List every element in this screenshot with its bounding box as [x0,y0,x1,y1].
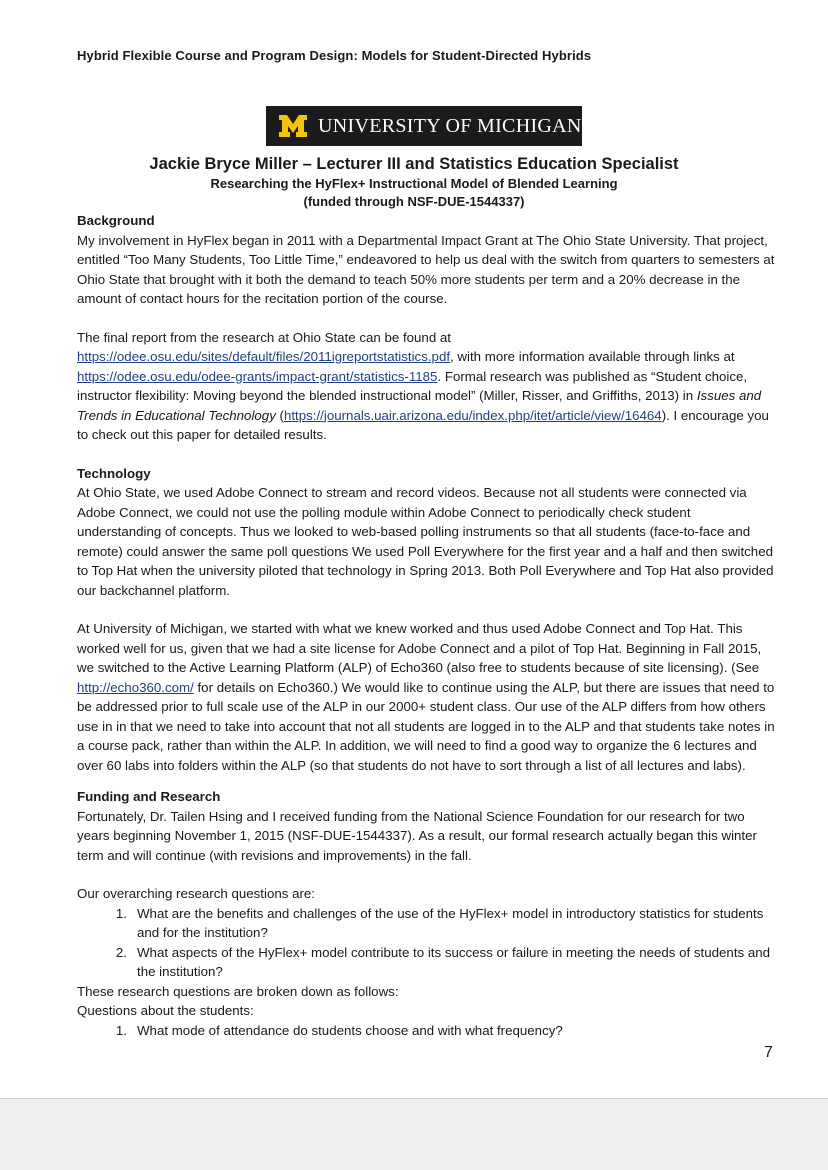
viewer-bottom-band [0,1098,828,1170]
funding-subtitle: (funded through NSF-DUE-1544337) [303,194,525,209]
technology-paragraph-2: At University of Michigan, we started with what we knew worked and thus used Adobe Connect and Top Hat. This worked well for us, given that we had a site license for Adobe Connect and a pilot of Top Hat. Beginning in Fall 2015, we switched to the Active Learning Platform (ALP) of Echo360 (also free to students because of site licensing). (See http://echo360.com/ for details on Echo360.) We would like to continue using the ALP, but there are issues that need to be addressed prior to full scale use of the ALP in our 2000+ student class. Our use of the ALP differs from how others use in in that we need to take into account that not all students are logged in to the ALP and that students take notes in a course pack, rather than within the ALP. In addition, we will need to find a good way to organize the 6 lectures and over 60 labs into folders within the ALP (so that students do not have to sort through a list of all lectures and labs). [77,621,775,773]
background-heading: Background [77,213,155,228]
echo360-link[interactable]: http://echo360.com/ [77,679,194,695]
running-header: Hybrid Flexible Course and Program Design: Models for Student-Directed Hybrids [77,48,592,63]
breakdown-text: These research questions are broken down as follows: [77,983,399,999]
ohio-state-report-link[interactable]: https://odee.osu.edu/sites/default/files/2011igreportstatistics.pdf [77,349,451,364]
journal-article-link[interactable]: https://journals.uair.arizona.edu/index.php/itet/article/view/16464 [283,407,662,423]
technology-paragraph-1: At Ohio State, we used Adobe Connect to stream and record videos. Because not all students were connected via Adobe Connect, we could not use the polling module within Adobe Connect to periodically check student understanding of concepts. Thus we looked to web-based polling instruments so that all students (face-to-face and remote) could answer the same poll questions We used Poll Everywhere for the first year and a half and then switched to Top Hat when the university piloted that technology in Spring 2013. Both Poll Everywhere and Top Hat also provided our backchannel platform. [77,485,774,598]
document-subtitle: Researching the HyFlex+ Instructional Model of Blended Learning [210,176,618,191]
university-logo [266,106,582,146]
body-text [77,211,777,1040]
research-questions-list [77,904,777,982]
technology-heading: Technology [77,465,151,481]
funding-heading: Funding and Research [77,789,221,804]
background-paragraph-2: The final report from the research at Ohio State can be found at https://odee.osu.edu/sites/default/files/2011igreportstatistics.pdf, with more information available through links at https://odee.osu.edu/odee-grants/impact-grant/statistics-1185. Formal research was published as “Student choice, instructor flexibility: Moving beyond the blended instructional model” (Miller, Risser, and Griffiths, 2013) in Issues and Trends in Educational Technology (https://journals.uair.arizona.edu/index.php/itet/article/view/16464). I encourage you to check out this paper for detailed results. [77,329,769,442]
title-block [0,153,828,211]
ohio-state-grant-link[interactable]: https://odee.osu.edu/odee-grants/impact-grant/statistics-1185 [77,368,438,384]
list-item: 1. What mode of attendance do students choose and with what frequency? [115,1022,563,1038]
students-questions-heading: Questions about the students: [77,1003,254,1018]
block-m-logo-icon [278,111,308,141]
list-item: 1. What are the benefits and challenges of the use of the HyFlex+ model in introductory statistics for students and for the institution? [115,905,764,940]
funding-paragraph: Fortunately, Dr. Tailen Hsing and I received funding from the National Science Foundation for our research for two years beginning November 1, 2015 (NSF-DUE-1544337). As a result, our formal research actually began this winter term and will continue (with revisions and improvements) in the fall. [77,808,757,863]
research-questions-intro: Our overarching research questions are: [77,886,315,901]
journal-title: Issues and Trends in Educational Technology [77,388,762,423]
document-title: Jackie Bryce Miller – Lecturer III and Statistics Education Specialist [149,155,679,173]
page-number: 7 [764,1044,773,1061]
logo-text: UNIVERSITY OF MICHIGAN [318,114,582,137]
list-item: 2. What aspects of the HyFlex+ model contribute to its success or failure in meeting the needs of students and the institution? [115,944,771,979]
student-questions-list [77,1021,777,1041]
background-paragraph-1: My involvement in HyFlex began in 2011 with a Departmental Impact Grant at The Ohio State University. That project, entitled “Too Many Students, Too Little Time,” endeavored to help us deal with the switch from quarters to semesters at Ohio State that brought with it both the demand to teach 50% more students per term and a 20% decrease in the amount of contact hours for the recitation portion of the course. [77,232,775,306]
